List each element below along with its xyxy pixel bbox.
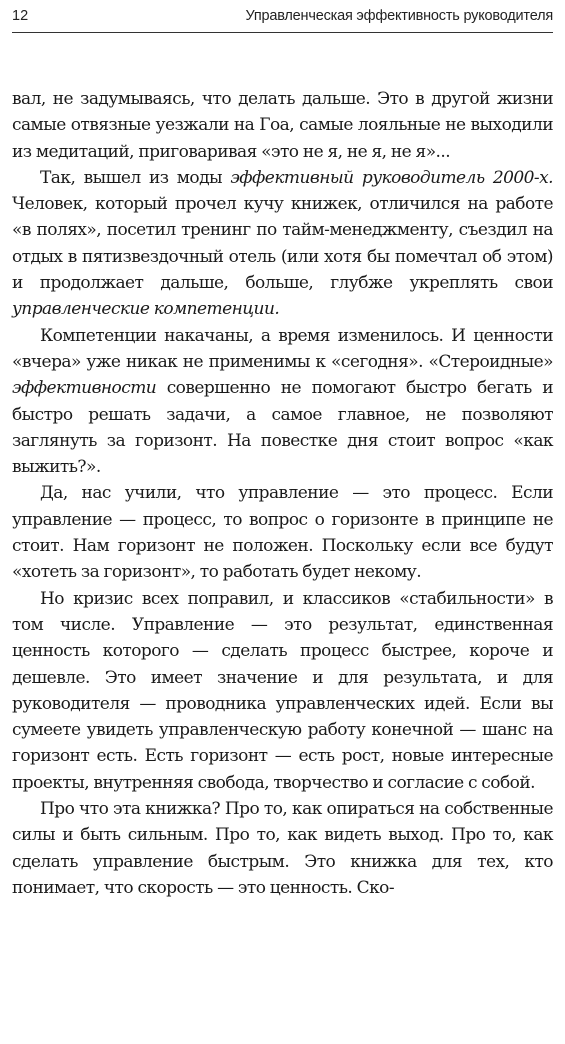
running-header [12, 4, 553, 33]
italic-term: эффективный руководитель 2000-х. [230, 167, 553, 188]
text-segment: Компетенции накачаны, а время изменилось. И ценности «вчера» уже никак не применимы к «сегодня». «Стероидные» [12, 325, 553, 372]
paragraph-5 [12, 586, 553, 796]
text-segment: Да, нас учили, что управление — это процесс. Если управление — процесс, то вопрос о горизонте в принципе не стоит. Нам горизонт не положен. Поскольку если все будут «хотеть за горизонт», то работать будет некому. [12, 483, 553, 583]
text-segment: совершенно не помогают быстро бегать и быстро решать задачи, а самое главное, не позволяют заглянуть за горизонт. На повестке дня стоит вопрос «как выжить?». [12, 378, 553, 478]
italic-term: эффективности [12, 378, 157, 399]
running-title: Управленческая эффективность руководителя [245, 8, 553, 24]
text-segment: Человек, который прочел кучу книжек, отличился на работе «в полях», посетил тренинг по тайм-менеджменту, съездил на отдых в пятизвездочный отель (или хотя бы помечтал об этом) и продолжает дальше, больше, глубже укреплять свои [12, 194, 553, 294]
paragraph-1 [12, 86, 553, 165]
paragraph-4 [12, 480, 553, 585]
text-segment: Но кризис всех поправил, и классиков «стабильности» в том числе. Управление — это результат, единственная ценность которого — сделать процесс быстрее, короче и дешевле. Это имеет значение и для результата, и для руководителя — проводника управленческих идей. Если вы сумеете увидеть управленческую работу конечной — шанс на горизонт есть. Есть горизонт — есть рост, новые интересные проекты, внутренняя свобода, творчество и согласие с собой. [12, 588, 553, 793]
page-number: 12 [12, 8, 29, 24]
paragraph-3 [12, 323, 553, 481]
paragraph-6 [12, 796, 553, 901]
text-segment: Так, вышел из моды [40, 167, 231, 188]
text-segment: Про что эта книжка? Про то, как опираться на собственные силы и быть сильным. Про то, как видеть выход. Про то, как сделать управление быстрым. Это книжка для тех, кто понимает, что скорость — это ценность. Ско- [12, 799, 553, 898]
paragraph-2 [12, 165, 553, 323]
body-text [12, 86, 553, 901]
italic-term: управленческие компетенции. [12, 299, 280, 320]
text-segment: вал, не задумываясь, что делать дальше. Это в другой жизни самые отвязные уезжали на Гоа, самые лояльные не выходили из медитаций, приговаривая «это не я, не я, не я»... [12, 89, 553, 162]
